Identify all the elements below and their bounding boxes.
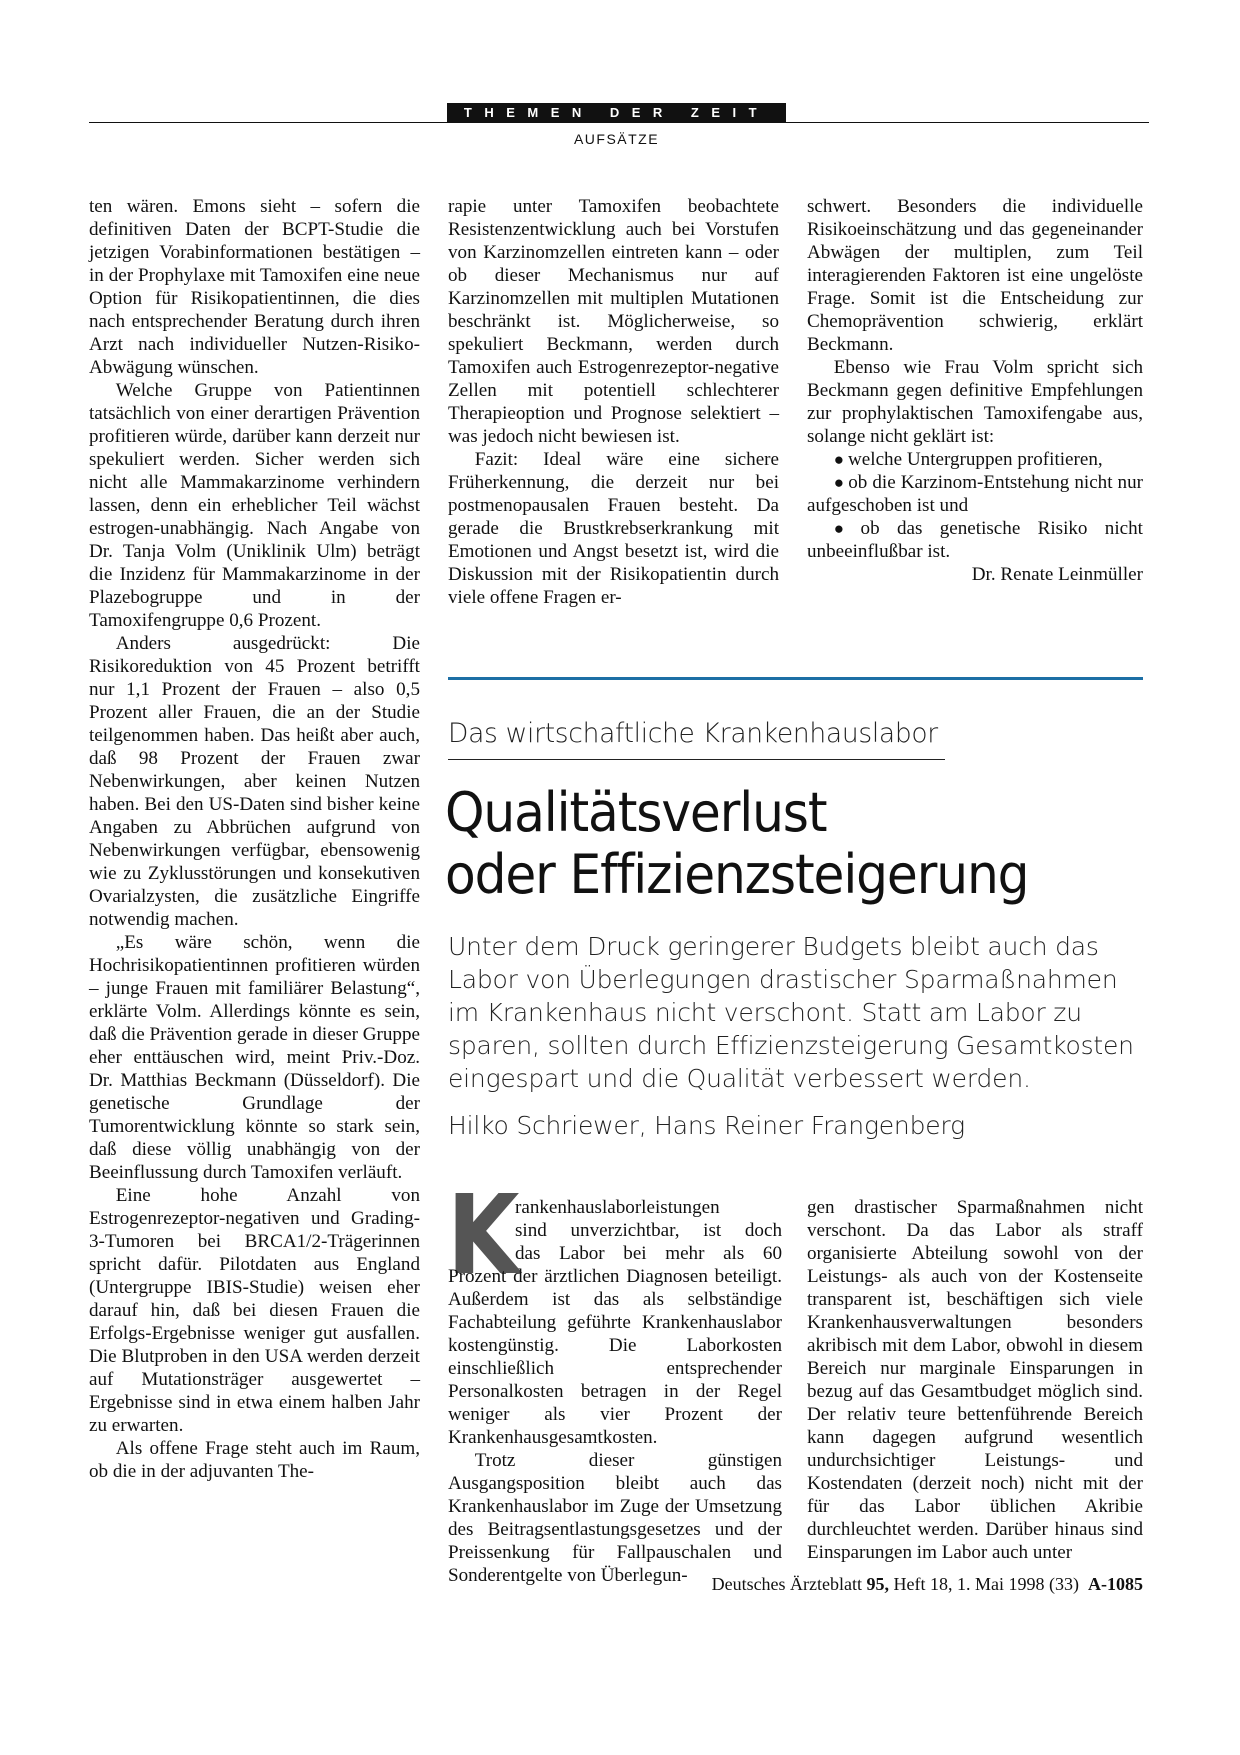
dropcap-line: rankenhauslaborleistungen: [515, 1197, 720, 1218]
article-column-3: [807, 195, 1143, 586]
bullet-text: ob die Karzinom-Entstehung nicht nur aufgeschoben ist und: [807, 472, 1143, 516]
paragraph: „Es wäre schön, wenn die Hochrisikopatientinnen profitieren würden – junge Frauen mit familiärer Belastung“, erklärte Volm. Allerdings könnte es sein, daß die Prävention gerade in dieser Gruppe eher enttäuschen wird, meint Priv.-Doz. Dr. Matthias Beckmann (Düsseldorf). Die genetische Grundlage der Tumorentwicklung könnte so stark sein, daß diese völlig unabhängig von der Beeinflussung durch Tamoxifen verläuft.: [89, 932, 420, 1183]
bullet-text: welche Untergruppen profitieren,: [848, 449, 1103, 470]
bullet-icon: ●: [833, 519, 857, 538]
header-rule: [89, 122, 1149, 123]
lead-line: Labor von Überlegungen drastischer Sparmaßnahmen: [448, 965, 1118, 994]
paragraph: schwert. Besonders die individuelle Risikoeinschätzung und das gegeneinander Abwägen der multiplen, zum Teil interagierenden Faktoren ist eine ungelöste Frage. Somit ist die Entscheidung zur Chemoprävention schwierig, erklärt Beckmann.: [807, 196, 1143, 355]
page-number: A-1085: [1088, 1574, 1143, 1594]
lead-line: eingespart und die Qualität verbessert werden.: [448, 1064, 1031, 1093]
title-line: oder Effizienzsteigerung: [445, 843, 1029, 906]
paragraph: Welche Gruppe von Patientinnen tatsächlich von einer derartigen Prävention profitieren würde, darüber kann derzeit nur spekuliert werden. Sicher werden sich nicht alle Mammakarzinome verhindern lassen, denn ein erheblicher Teil wächst estrogen-unabhängig. Nach Angabe von Dr. Tanja Volm (Uniklinik Ulm) beträgt die Inzidenz für Mammakarzinome in der Plazebogruppe und in der Tamoxifengruppe 0,6 Prozent.: [89, 380, 420, 631]
dropcap-line: das Labor bei mehr als 60: [515, 1243, 782, 1264]
bullet-item: [807, 448, 1143, 471]
paragraph: rapie unter Tamoxifen beobachtete Resistenzentwicklung auch bei Vorstufen von Karzinomzellen eintreten kann – oder ob dieser Mechanismus nur auf Karzinomzellen mit multiplen Mutationen beschränkt ist. Möglicherweise, so spekuliert Beckmann, werden durch Tamoxifen auch Estrogenrezeptor-negative Zellen mit potentiell schlechterer Therapieoption und Prognose selektiert – was jedoch nicht bewiesen ist.: [448, 196, 779, 447]
article-column-1: [89, 195, 420, 1483]
feature-column-1: [448, 1196, 782, 1587]
paragraph: Ebenso wie Frau Volm spricht sich Beckmann gegen definitive Empfehlungen zur prophylaktischen Tamoxifengabe aus, solange nicht geklärt ist:: [807, 357, 1143, 447]
bullet-icon: ●: [833, 450, 845, 469]
paragraph: Trotz dieser günstigen Ausgangsposition bleibt auch das Krankenhauslabor im Zuge der Umsetzung des Beitragsentlastungsgesetzes und der Preissenkung für Fallpauschalen und Sonderentgelte von Überlegun-: [448, 1450, 782, 1586]
paragraph: gen drastischer Sparmaßnahmen nicht verschont. Da das Labor als straff organisierte Abteilung sowohl von der Leistungs- als auch von der Kostenseite transparent ist, beschäftigen sich viele Krankenhausverwaltungen besonders akribisch mit dem Labor, obwohl in diesem Bereich nur marginale Einsparungen in bezug auf das Gesamtbudget möglich sind. Der relativ teure bettenführende Bereich kann dagegen aufgrund wesentlich undurchsichtiger Leistungs- und Kostendaten (derzeit noch) nicht mit der für das Labor üblichen Akribie durchleuchtet werden. Darüber hinaus sind Einsparungen im Labor auch unter: [807, 1197, 1143, 1563]
paragraph: [448, 1196, 782, 1449]
volume: 95,: [866, 1574, 890, 1594]
issue-info: Heft 18, 1. Mai 1998 (33): [893, 1574, 1079, 1594]
title-line: Qualitätsverlust: [445, 781, 827, 844]
bullet-item: [807, 517, 1143, 563]
page-footer: [600, 1574, 1143, 1595]
journal-name: Deutsches Ärzteblatt: [711, 1574, 863, 1594]
lead-line: sparen, sollten durch Effizienzsteigerung Gesamtkosten: [448, 1031, 1134, 1060]
subsection-label: AUFSÄTZE: [573, 131, 660, 147]
lead-line: Unter dem Druck geringerer Budgets bleibt auch das: [448, 932, 1099, 961]
drop-cap: K: [447, 1171, 520, 1299]
bullet-item: [807, 471, 1143, 517]
feature-column-2: [807, 1196, 1143, 1564]
author-signature: Dr. Renate Leinmüller: [971, 564, 1143, 585]
paragraph: Anders ausgedrückt: Die Risikoreduktion von 45 Prozent betrifft nur 1,1 Prozent der Frauen – also 0,5 Prozent aller Frauen, die an der Studie teilgenommen haben. Das heißt aber auch, daß 98 Prozent der Frauen zwar Nebenwirkungen, aber keinen Nutzen haben. Bei den US-Daten sind bisher keine Angaben zu Abbrüchen aufgrund von Nebenwirkungen verfügbar, ebensowenig wie zu Zyklusstörungen und konsekutiven Ovarialzysten, die zusätzliche Eingriffe notwendig machen.: [89, 633, 420, 930]
section-header-label: THEMEN DER ZEIT: [463, 105, 770, 120]
lead-line: im Krankenhaus nicht verschont. Statt am Labor zu: [448, 998, 1082, 1027]
article-kicker: Das wirtschaftliche Krankenhauslabor: [448, 718, 938, 749]
paragraph-rest: Prozent der ärztlichen Diagnosen beteiligt. Außerdem ist das als selbständige Fachabteilung geführte Krankenhauslabor kostengünstig. Die Laborkosten einschließlich entsprechender Personalkosten betragen in der Regel weniger als vier Prozent der Krankenhausgesamtkosten.: [448, 1266, 782, 1448]
paragraph: Eine hohe Anzahl von Estrogenrezeptor-negativen und Grading-3-Tumoren bei BRCA1/2-Trägerinnen spricht dafür. Pilotdaten aus England (Untergruppe IBIS-Studie) weisen eher darauf hin, daß bei diesen Frauen die Erfolgs-Ergebnisse weniger gut ausfallen. Die Blutproben in den USA werden derzeit auf Mutationsträger ausgewertet – Ergebnisse sind in etwa einem halben Jahr zu erwarten.: [89, 1185, 420, 1436]
paragraph: Fazit: Ideal wäre eine sichere Früherkennung, die derzeit nur bei postmenopausalen Frauen besteht. Da gerade die Brustkrebserkrankung mit Emotionen und Angst besetzt ist, wird die Diskussion mit der Risikopatientin durch viele offene Fragen er-: [448, 449, 779, 608]
dropcap-line: sind unverzichtbar, ist doch: [515, 1220, 782, 1241]
article-lead: [448, 930, 1148, 1095]
paragraph: Als offene Frage steht auch im Raum, ob die in der adjuvanten The-: [89, 1438, 420, 1482]
bullet-text: ob das genetische Risiko nicht unbeeinflußbar ist.: [807, 518, 1143, 562]
kicker-underline: [448, 759, 945, 760]
bullet-icon: ●: [833, 473, 845, 492]
article-authors: Hilko Schriewer, Hans Reiner Frangenberg: [448, 1111, 965, 1140]
article-title: [445, 782, 1096, 906]
feature-divider: [448, 677, 1143, 680]
article-column-2: [448, 195, 779, 609]
paragraph: ten wären. Emons sieht – sofern die definitiven Daten der BCPT-Studie die jetzigen Vorabinformationen bestätigen – in der Prophylaxe mit Tamoxifen eine neue Option für Risikopatientinnen, die dies nach entsprechender Beratung durch ihren Arzt nach individueller Nutzen-Risiko-Abwägung wünschen.: [89, 196, 420, 378]
